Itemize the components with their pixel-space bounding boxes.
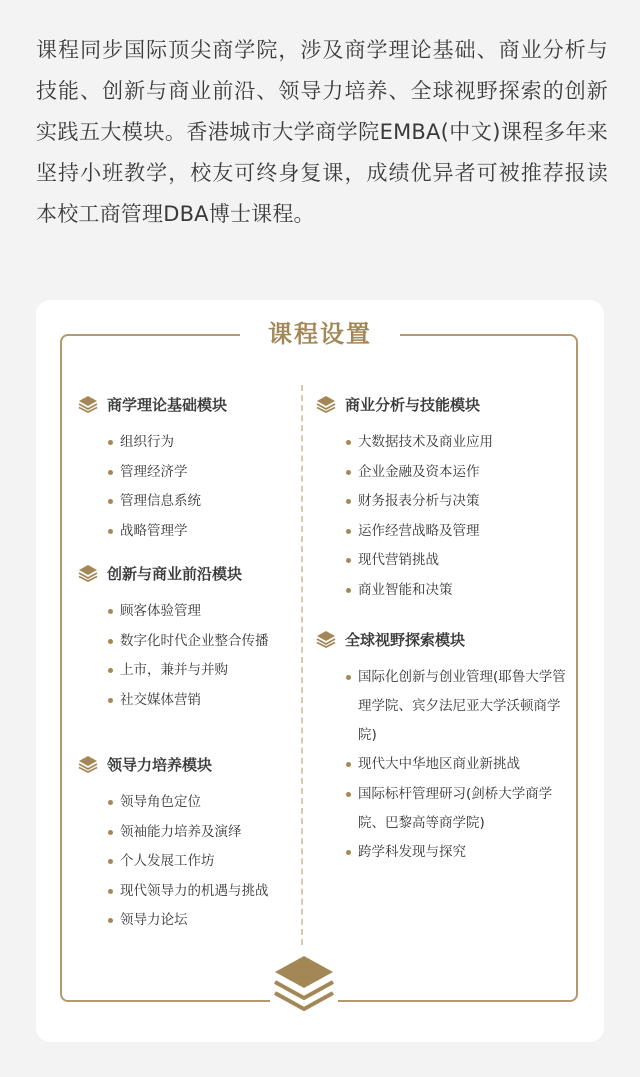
list-item: 管理经济学	[78, 458, 292, 488]
list-item: 现代营销挑战	[316, 546, 570, 576]
card-title: 课程设置	[268, 320, 372, 348]
list-item: 管理信息系统	[78, 487, 292, 517]
list-item: 个人发展工作坊	[78, 847, 292, 877]
list-item: 上市，兼并与并购	[78, 656, 292, 686]
list-item: 顾客体验管理	[78, 597, 292, 627]
intro-paragraph: 课程同步国际顶尖商学院，涉及商学理论基础、商业分析与技能、创新与商业前沿、领导力培养、全球视野探索的创新实践五大模块。香港城市大学商学院EMBA(中文)课程多年来坚持小班教学，校友可终身复课，成绩优异者可被推荐报读本校工商管理DBA博士课程。	[36, 38, 608, 226]
list-item: 企业金融及资本运作	[316, 458, 570, 488]
column-divider	[301, 385, 303, 945]
list-item: 国际化创新与创业管理(耶鲁大学管理学院、宾夕法尼亚大学沃顿商学院)	[316, 663, 570, 750]
list-item: 领导角色定位	[78, 788, 292, 818]
list-item: 数字化时代企业整合传播	[78, 627, 292, 657]
list-item: 跨学科发现与探究	[316, 838, 570, 868]
module-business-analysis	[316, 393, 570, 605]
list-item: 领导力论坛	[78, 906, 292, 936]
module-title: 商学理论基础模块	[107, 395, 228, 414]
module-title: 领导力培养模块	[107, 755, 213, 774]
layers-icon	[78, 564, 98, 582]
list-item: 大数据技术及商业应用	[316, 428, 570, 458]
list-item: 现代大中华地区商业新挑战	[316, 750, 570, 780]
module-title: 商业分析与技能模块	[345, 395, 481, 414]
list-item: 现代领导力的机遇与挑战	[78, 877, 292, 907]
layers-icon	[316, 395, 336, 413]
list-item: 社交媒体营销	[78, 686, 292, 716]
list-item: 战略管理学	[78, 517, 292, 547]
layers-icon	[78, 395, 98, 413]
list-item: 商业智能和决策	[316, 576, 570, 606]
module-innovation	[78, 562, 292, 715]
right-column	[316, 393, 570, 867]
module-title: 创新与商业前沿模块	[107, 564, 243, 583]
layers-icon	[78, 755, 98, 773]
card-title-wrap	[240, 316, 400, 352]
list-item: 运作经营战略及管理	[316, 517, 570, 547]
module-title: 全球视野探索模块	[345, 630, 466, 649]
module-business-theory	[78, 393, 292, 546]
left-column	[78, 393, 292, 936]
layers-icon	[316, 630, 336, 648]
list-item: 国际标杆管理研习(剑桥大学商学院、巴黎高等商学院)	[316, 780, 570, 838]
module-leadership	[78, 753, 292, 936]
list-item: 组织行为	[78, 428, 292, 458]
stacked-layers-icon	[270, 952, 338, 1020]
list-item: 财务报表分析与决策	[316, 487, 570, 517]
module-global-vision	[316, 628, 570, 867]
list-item: 领袖能力培养及演绎	[78, 818, 292, 848]
